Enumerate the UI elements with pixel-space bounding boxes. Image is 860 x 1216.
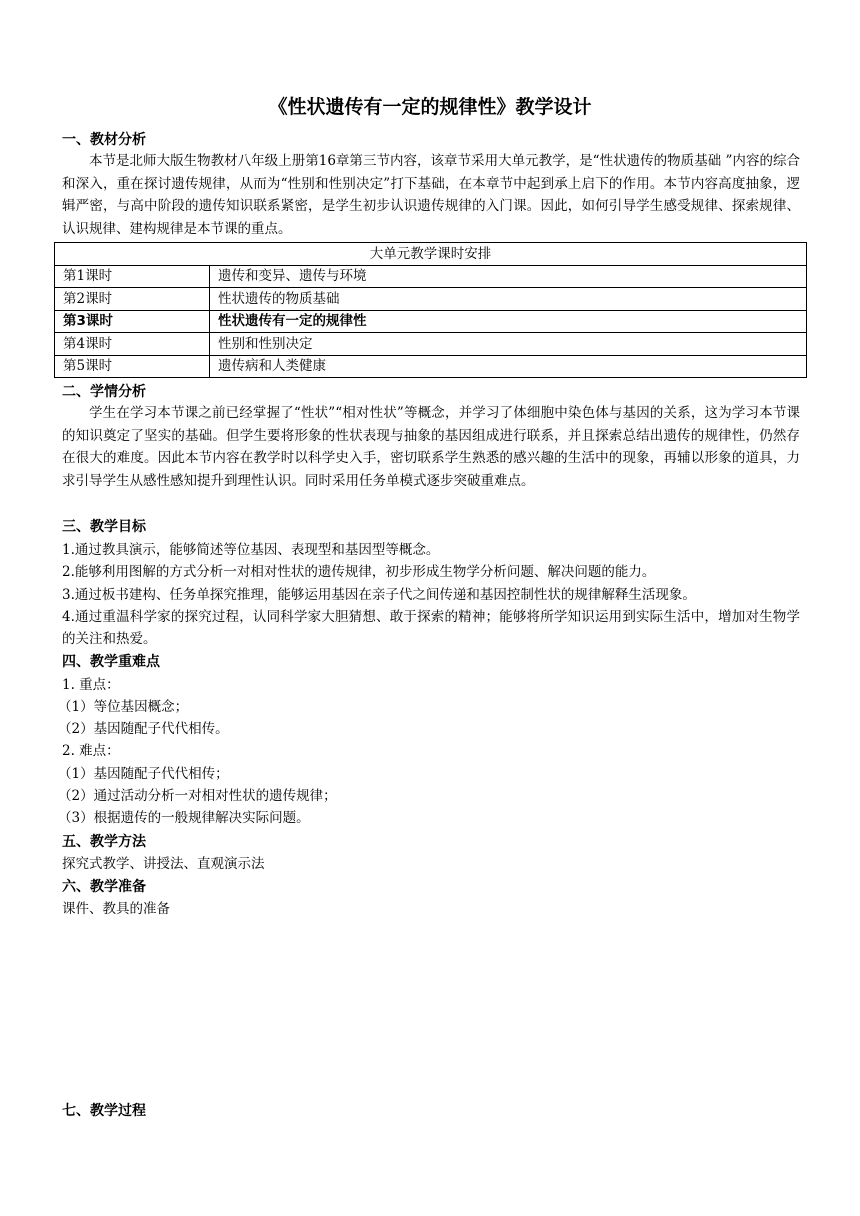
section-1-text: 本节是北师大版生物教材八年级上册第16章第三节内容，该章节采用大单元教学，是“性状遗传的物质基础 ”内容的综合和深入，重在探讨遗传规律，从而为“性别和性别决定”打下基础，在本章节中起到承上启下的作用。本节内容高度抽象，逻辑严密，与高中阶段的遗传知识联系紧密，是学生初步认识遗传规律的入门课。因此，如何引导学生感受规律、探索规律、认识规律、建构规律是本节课的重点。	[62, 153, 800, 237]
table-header-row	[55, 243, 807, 266]
section-1-heading: 一、教材分析	[62, 132, 146, 148]
section-3-heading: 三、教学目标	[62, 519, 146, 535]
table-header: 大单元教学课时安排	[55, 243, 807, 266]
objective-item: 4.通过重温科学家的探究过程，认同科学家大胆猜想、敢于探索的精神；能够将所学知识运用到实际生活中，增加对生物学的关注和热爱。	[62, 609, 800, 647]
key-point-line: 2. 难点：	[62, 743, 120, 759]
document-title: 《性状遗传有一定的规律性》教学设计	[268, 96, 592, 118]
table-row-current	[55, 310, 807, 333]
section-6-text: 课件、教具的准备	[62, 901, 170, 917]
key-point-line: （3）根据遗传的一般规律解决实际问题。	[58, 810, 310, 826]
section-5-heading: 五、教学方法	[62, 834, 146, 850]
topic-cell: 遗传病和人类健康	[210, 355, 807, 378]
topic-cell: 性别和性别决定	[210, 333, 807, 356]
topic-cell: 遗传和变异、遗传与环境	[210, 265, 807, 288]
lesson-schedule-table	[54, 242, 807, 378]
lesson-cell: 第4课时	[55, 333, 210, 356]
topic-cell: 性状遗传的物质基础	[210, 288, 807, 311]
table-row	[55, 333, 807, 356]
section-2-text: 学生在学习本节课之前已经掌握了“性状”“相对性状”等概念，并学习了体细胞中染色体与基因的关系，这为学习本节课的知识奠定了坚实的基础。但学生要将形象的性状表现与抽象的基因组成进行联系，并且探索总结出遗传的规律性，仍然存在很大的难度。因此本节内容在教学时以科学史入手，密切联系学生熟悉的感兴趣的生活中的现象，再辅以形象的道具，力求引导学生从感性感知提升到理性认识。同时采用任务单模式逐步突破重难点。	[62, 405, 800, 489]
objective-item: 1.通过教具演示，能够简述等位基因、表现型和基因型等概念。	[62, 542, 440, 558]
objective-item: 2.能够利用图解的方式分析一对相对性状的遗传规律，初步形成生物学分析问题、解决问题的能力。	[62, 564, 656, 580]
section-6-heading: 六、教学准备	[62, 879, 146, 895]
objective-item: 3.通过板书建构、任务单探究推理，能够运用基因在亲子代之间传递和基因控制性状的规律解释生活现象。	[62, 587, 696, 603]
lesson-cell: 第3课时	[55, 310, 210, 333]
lesson-cell: 第1课时	[55, 265, 210, 288]
key-point-line: （2）基因随配子代代相传。	[58, 721, 229, 737]
topic-cell: 性状遗传有一定的规律性	[210, 310, 807, 333]
section-5-text: 探究式教学、讲授法、直观演示法	[62, 856, 265, 872]
table-row	[55, 265, 807, 288]
key-point-line: 1. 重点：	[62, 677, 120, 693]
key-point-line: （2）通过活动分析一对相对性状的遗传规律；	[58, 788, 337, 804]
table-row	[55, 355, 807, 378]
key-point-line: （1）基因随配子代代相传；	[58, 766, 229, 782]
section-4-heading: 四、教学重难点	[62, 654, 160, 670]
section-7-heading: 七、教学过程	[62, 1103, 146, 1119]
table-row	[55, 288, 807, 311]
lesson-cell: 第2课时	[55, 288, 210, 311]
key-point-line: （1）等位基因概念；	[58, 699, 189, 715]
lesson-cell: 第5课时	[55, 355, 210, 378]
section-2-heading: 二、学情分析	[62, 384, 146, 400]
